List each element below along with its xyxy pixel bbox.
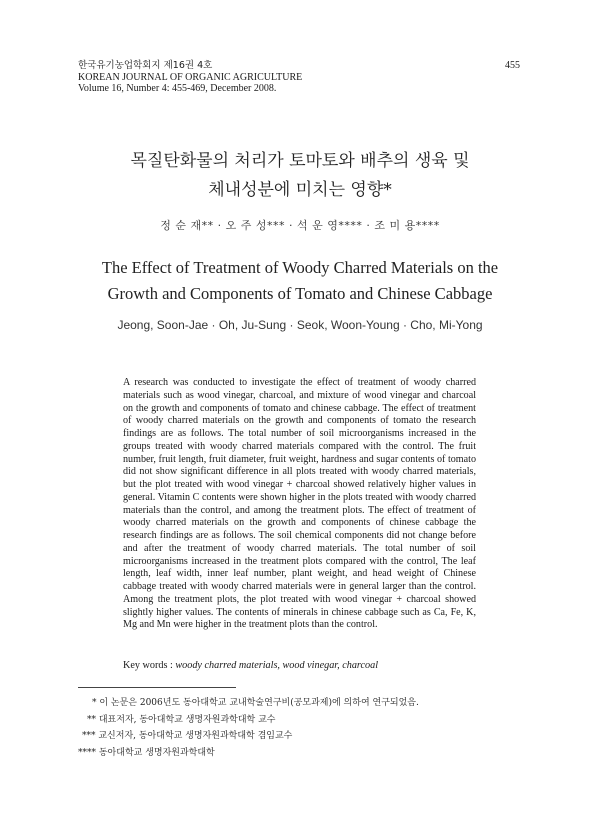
footnote-divider [78, 687, 236, 688]
english-title-line-1: The Effect of Treatment of Woody Charred Materials on the [101, 258, 499, 277]
keywords-terms: woody charred materials, wood vinegar, charcoal [175, 660, 379, 671]
footnote-funding: * 이 논문은 2006년도 동아대학교 교내학술연구비(공모과제)에 의하여 연구되었음. [92, 698, 419, 708]
english-authors: Jeong, Soon-Jae · Oh, Ju-Sung · Seok, Woon-Young · Cho, Mi-Yong [117, 318, 483, 332]
journal-header [78, 60, 378, 95]
korean-authors: 정 순 재** · 오 주 성*** · 석 운 영**** · 조 미 용**** [160, 219, 440, 232]
keywords [123, 660, 483, 671]
footnote-affiliation: **** 동아대학교 생명자원과학대학 [78, 747, 215, 758]
abstract: A research was conducted to investigate the effect of treatment of woody charred materials such as wood vinegar, charcoal, and mixture of wood vinegar and charcoal on the growth and components of tomato and chinese cabbage. The effect of treatment of woody charred materials on the growth and components of tomato the research findings are as follows. The total number of soil microorganisms increased in the groups treated with woody charred materials compared with the control. The fruit number, fruit length, fruit diameter, fruit weight, hardness and sugar contents of tomato did not show significant difference in all plots treated with woody charred materials, but the plot treated with wood vinegar + charcoal showed relatively higher values in general. Vitamin C contents were shown higher in the plots treated with woody charred materials than the control, and among the treatment plots. The effect of treatment of woody charred materials on the growth and components of chinese cabbage the research findings are as follows. The soil chemical components did not change before and after the treatment of woody charred materials. The total number of soil microorganisms increased in the treatment plots compared with the control, The leaf length, leaf width, inner leaf number, plant weight, and head weight of Chinese cabbage treated with woody charred materials were in general larger than the control. Among the treatment plots, the plot treated with wood vinegar + charcoal showed slightly higher values. The contents of minerals in chinese cabbage such as Ca, Fe, K, Mg and Mn were higher in the treatment plots than the control. [123, 377, 476, 631]
english-title [0, 255, 600, 307]
footnote-lead-author: ** 대표저자, 동아대학교 생명자원과학대학 교수 [87, 714, 276, 725]
page-number: 455 [505, 60, 520, 71]
journal-volume-info: Volume 16, Number 4: 455-469, December 2008. [78, 83, 277, 94]
footnotes [78, 695, 518, 761]
korean-title-line-1: 목질탄화물의 처리가 토마토와 배추의 생육 및 [130, 151, 470, 171]
korean-title [0, 147, 600, 205]
journal-name-kr: 한국유기농업학회지 제16권 4호 [78, 60, 213, 71]
english-title-line-2: Growth and Components of Tomato and Chinese Cabbage [107, 284, 493, 303]
journal-name-en: KOREAN JOURNAL OF ORGANIC AGRICULTURE [78, 71, 303, 83]
footnote-corresponding-author: *** 교신저자, 동아대학교 생명자원과학대학 겸임교수 [82, 731, 293, 741]
keywords-label: Key words : [123, 660, 176, 671]
korean-title-line-2: 체내성분에 미치는 영향* [208, 180, 392, 200]
